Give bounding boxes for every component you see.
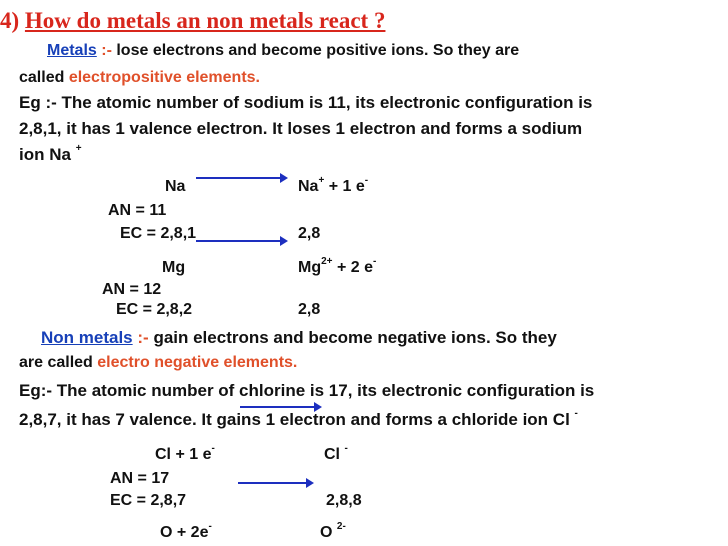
nonmetals-definition bbox=[41, 328, 557, 348]
magnesium-product-charge: 2+ bbox=[321, 255, 333, 267]
magnesium-electron-charge: - bbox=[373, 255, 377, 267]
title-number: 4) bbox=[0, 8, 20, 33]
chlorine-product-symbol: Cl bbox=[324, 446, 340, 463]
metals-term: electropositive elements. bbox=[68, 69, 260, 86]
sodium-product bbox=[298, 174, 369, 196]
magnesium-ion-config: 2,8 bbox=[298, 301, 321, 318]
chlorine-reactant bbox=[155, 442, 215, 464]
metals-example-line1: Eg :- The atomic number of sodium is 11, its electronic configuration is bbox=[19, 93, 593, 112]
metals-example-line3 bbox=[19, 145, 82, 165]
nonmetals-called-line bbox=[19, 354, 297, 372]
sodium-ion-config: 2,8 bbox=[298, 225, 321, 242]
sodium-electron-charge: - bbox=[364, 174, 369, 186]
sodium-config: EC = 2,8,1 bbox=[120, 225, 197, 242]
metals-sep: :- bbox=[101, 42, 112, 59]
sodium-product-symbol: Na bbox=[298, 178, 319, 195]
oxygen-reactant-text: O + 2e bbox=[160, 524, 209, 541]
nonmetals-called-prefix: are called bbox=[19, 354, 93, 371]
nonmetals-example-line2-sup: - bbox=[574, 408, 578, 420]
magnesium-config: EC = 2,8,2 bbox=[116, 301, 193, 318]
chloride-ion-config: 2,8,8 bbox=[326, 492, 362, 509]
nonmetals-example-line2 bbox=[19, 410, 578, 430]
oxygen-product bbox=[320, 520, 346, 542]
nonmetals-term: electro negative elements. bbox=[97, 354, 298, 371]
metals-definition bbox=[47, 42, 519, 60]
metals-label: Metals bbox=[47, 42, 97, 59]
chlorine-product bbox=[324, 442, 348, 464]
magnesium-product-electrons: + 2 e bbox=[336, 259, 373, 276]
chlorine-product-charge: - bbox=[344, 442, 348, 454]
sodium-product-charge: + bbox=[318, 174, 325, 186]
nonmetals-example-line2-text: 2,8,7, it has 7 valence. It gains 1 electron and forms a chloride ion Cl bbox=[19, 410, 570, 429]
sodium-arrow bbox=[196, 177, 286, 179]
chlorine-electron-charge: - bbox=[211, 442, 215, 454]
chlorine-atomic-number: AN = 17 bbox=[110, 470, 170, 487]
sodium-config-arrow bbox=[196, 240, 286, 242]
magnesium-atomic-number: AN = 12 bbox=[102, 281, 162, 298]
metals-called-line bbox=[19, 69, 260, 87]
nonmetals-label: Non metals bbox=[41, 328, 133, 347]
sodium-product-electrons: + 1 e bbox=[328, 178, 365, 195]
sodium-atomic-number: AN = 11 bbox=[108, 202, 167, 219]
metals-called-prefix: called bbox=[19, 69, 65, 86]
metals-line1: lose electrons and become positive ions. So they are bbox=[116, 42, 520, 59]
metals-example-line3-sup: + bbox=[75, 143, 82, 155]
oxygen-electron-charge: - bbox=[208, 520, 212, 532]
metals-example-line2: 2,8,1, it has 1 valence electron. It loses 1 electron and forms a sodium bbox=[19, 119, 583, 138]
title-text: How do metals an non metals react ? bbox=[24, 8, 386, 33]
sodium-reactant: Na bbox=[165, 178, 186, 195]
magnesium-product-symbol: Mg bbox=[298, 259, 322, 276]
chlorine-reactant-text: Cl + 1 e bbox=[155, 446, 212, 463]
chlorine-overlap-arrow bbox=[240, 406, 320, 408]
magnesium-product bbox=[298, 255, 377, 277]
magnesium-reactant: Mg bbox=[162, 259, 186, 276]
oxygen-reactant bbox=[160, 520, 212, 542]
oxygen-product-charge: 2- bbox=[336, 520, 346, 532]
chlorine-config: EC = 2,8,7 bbox=[110, 492, 187, 509]
nonmetals-sep: :- bbox=[137, 328, 149, 347]
nonmetals-example-line1: Eg:- The atomic number of chlorine is 17, its electronic configuration is bbox=[19, 381, 595, 400]
nonmetals-line1: gain electrons and become negative ions. So they bbox=[153, 328, 557, 347]
oxygen-product-symbol: O bbox=[320, 524, 333, 541]
page-title bbox=[0, 8, 385, 34]
chlorine-arrow bbox=[238, 482, 312, 484]
metals-example-line3-text: ion Na bbox=[19, 145, 71, 164]
